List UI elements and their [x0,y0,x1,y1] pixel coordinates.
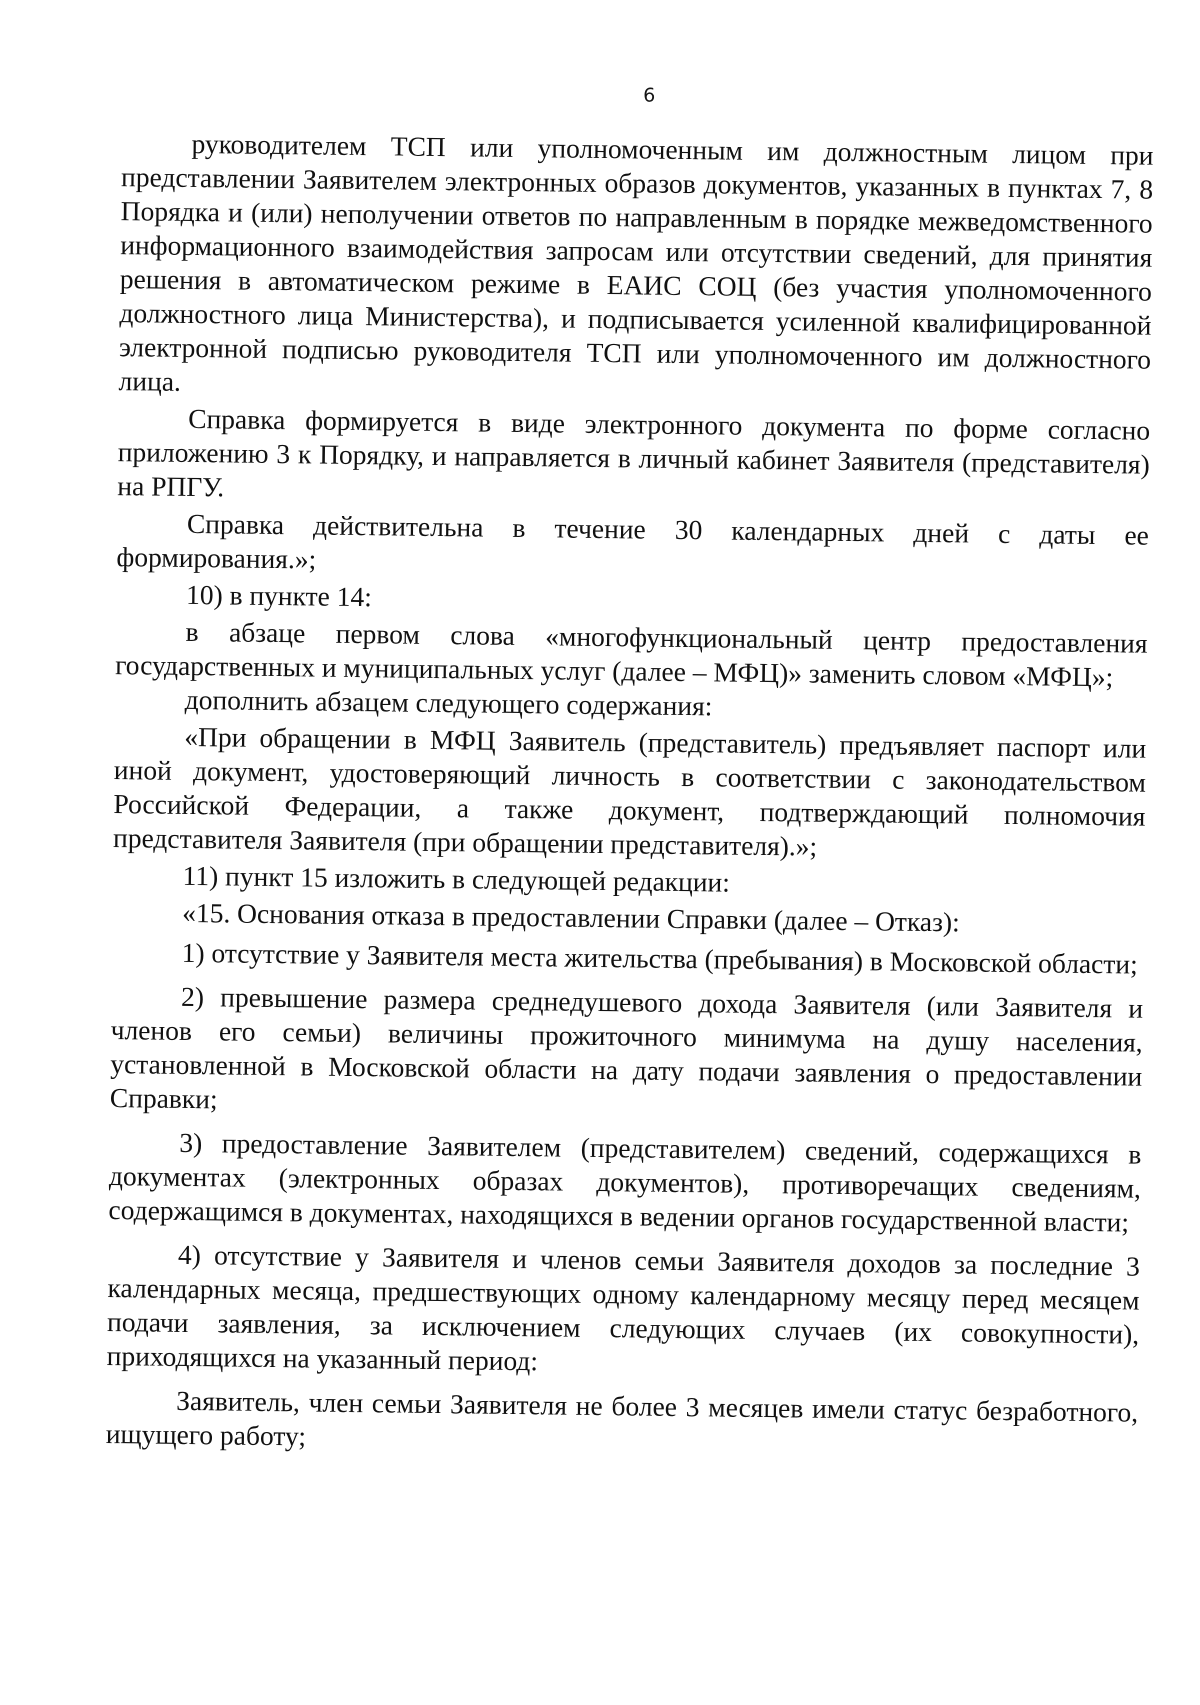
paragraph-item-10: 10) в пункте 14: [185,578,373,613]
paragraph-refusal-2: 2) превышение размера среднедушевого дохода Заявителя (или Заявителя и членов его семьи) величины прожиточного минимума на душу населения, установленной в Московской области на дату подачи заявления о предоставлении Справки; [109,980,1144,1115]
paragraph-continuation: руководителем ТСП или уполномоченным им должностным лицом при представлении Заявителем электронных образов документов, указанных в пунктах 7, 8 Порядка и (или) неполучении ответов по направленным в порядке межведомственного информационного взаимодействия запросам или отсутствии сведений, для принятия решения в автоматическом режиме в ЕАИС СОЦ (без участия уполномоченного должностного лица Министерства), и подписывается усиленной квалифицированной электронной подписью руководителя ТСП или уполномоченного им должностного лица. [118,127,1154,397]
paragraph-item-10-change: в абзаце первом слова «многофункциональный центр предоставления государственных и муниципальных услуг (далее – МФЦ)» заменить словом «МФЦ»; [115,615,1148,693]
paragraph-refusal-1: 1) отсутствие у Заявителя места жительства (пребывания) в Московской области; [181,936,1138,980]
paragraph-refusal-4: 4) отсутствие у Заявителя и членов семьи Заявителя доходов за последние 3 календарных месяца, предшествующих одному календарному месяцу перед месяцем подачи заявления, за исключением следующих случаев (их совокупности), приходящихся на указанный период: [106,1238,1141,1377]
paragraph-certificate-validity: Справка действительна в течение 30 календарных дней с даты ее формирования.»; [116,507,1150,575]
page-number: 6 [643,84,656,107]
paragraph-supplement: дополнить абзацем следующего содержания: [184,683,713,722]
paragraph-unemployed-exception: Заявитель, член семьи Заявителя не более 3 месяцев имели статус безработного, ищущего работу; [105,1384,1139,1452]
paragraph-item-15-heading: «15. Основания отказа в предоставлении Справки (далее – Отказ): [181,896,960,938]
paragraph-mfc-passport: «При обращении в МФЦ Заявитель (представитель) предъявляет паспорт или иной документ, удостоверяющий личность в соответствии с законодательством Российской Федерации, а также документ, подтверждающий полномочия представителя Заявителя (при обращении представителя).»; [112,720,1147,862]
paragraph-item-11: 11) пункт 15 изложить в следующей редакции: [182,859,731,898]
document-body [106,126,1154,1464]
paragraph-certificate-form: Справка формируется в виде электронного документа по форме согласно приложению 3 к Порядку, и направляется в личный кабинет Заявителя (представителя) на РПГУ. [117,402,1151,503]
paragraph-refusal-3: 3) предоставление Заявителем (представителем) сведений, содержащихся в документах (электронных образах документов), противоречащих сведениям, содержащимся в документах, находящихся в ведении органов государственной власти; [108,1126,1142,1238]
